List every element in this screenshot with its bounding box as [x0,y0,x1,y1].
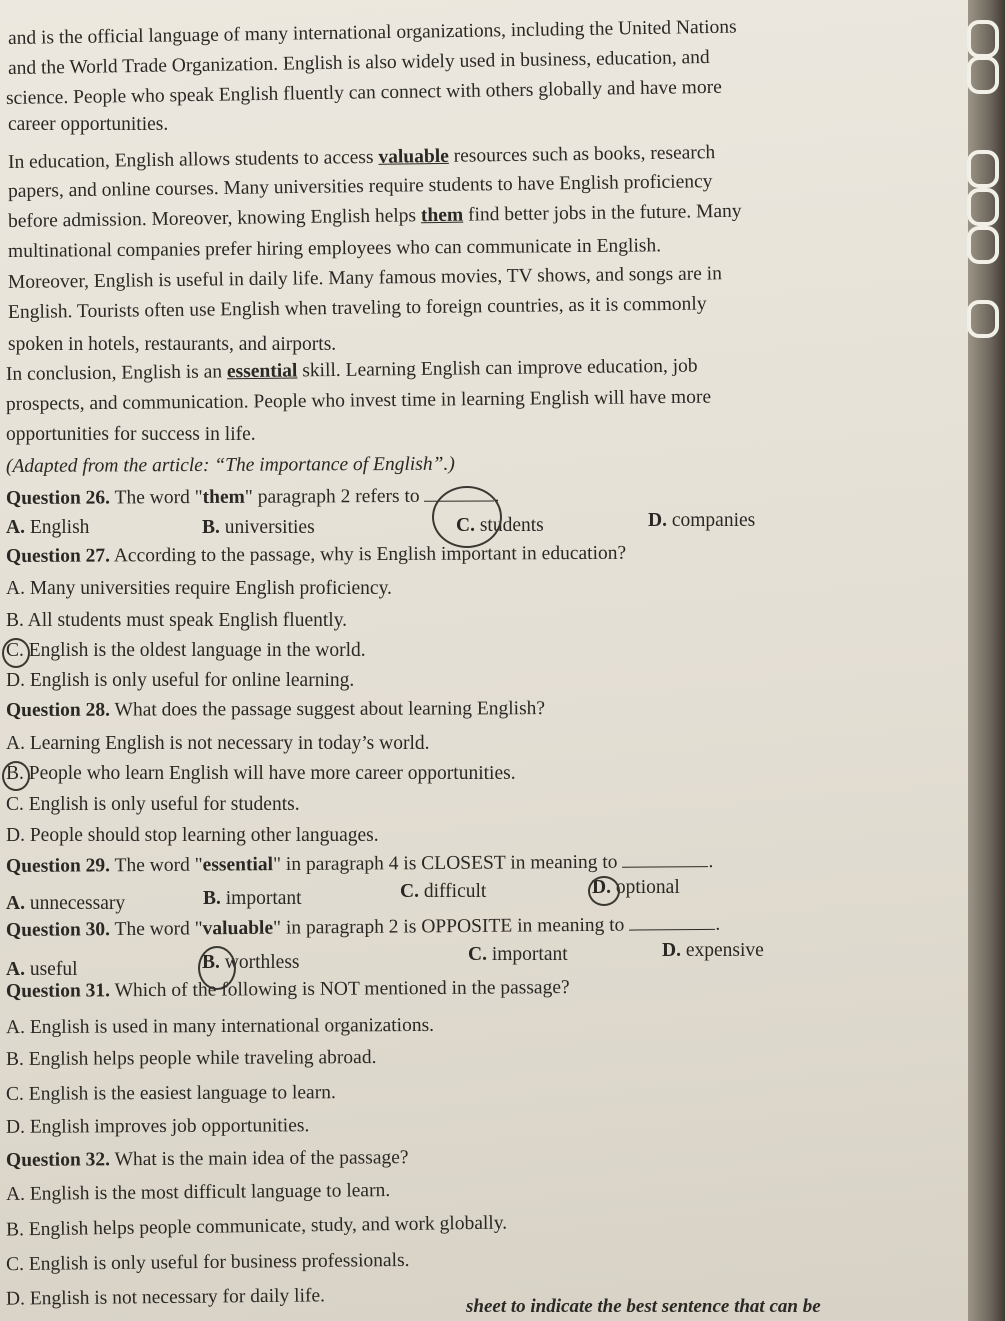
option-a[interactable] [6,893,125,915]
text-segment: In conclusion, English is an [5,361,228,385]
option-letter: D. [592,877,611,898]
passage-line [6,356,698,386]
text-segment: . [715,913,721,935]
option-letter: B. [203,888,221,909]
question-31 [6,977,570,1003]
option-text: useful [24,959,78,980]
option-a[interactable]: A. Many universities require English proficiency. [6,578,392,599]
question-label: Question 32. [5,1149,111,1171]
passage-line: career opportunities. [8,114,169,135]
question-text: According to the passage, why is English important in education? [109,542,627,567]
passage-line: prospects, and communication. People who invest time in learning English will have more [5,386,712,415]
option-b[interactable]: B. English helps people communicate, study, and work globally. [5,1212,508,1241]
text-segment: skill. Learning English can improve education, job [297,355,698,382]
passage-line: papers, and online courses. Many universities require students to have English proficiency [7,171,713,202]
option-letter: B. [202,517,220,538]
question-label: Question 28. [5,699,111,721]
answer-blank [622,854,708,868]
passage-line: science. People who speak English fluently can connect with others globally and have more [5,76,722,109]
option-a[interactable]: A. English is the most difficult language to learn. [5,1179,391,1206]
option-text: important [220,888,302,909]
question-26 [6,485,499,510]
text-segment: . [494,485,500,507]
text-segment: " paragraph 2 refers to [244,485,420,508]
binder-edge [968,0,1005,1321]
option-c[interactable]: C. English is only useful for students. [6,794,300,815]
passage-line [8,142,716,174]
question-label: Question 27. [5,545,111,567]
question-text: What is the main idea of the passage? [109,1147,409,1171]
option-a[interactable] [6,517,89,539]
option-d[interactable] [662,940,764,962]
text-segment: In education, English allows students to access [7,146,379,173]
option-d[interactable] [648,510,755,532]
question-label: Question 30. [5,919,111,941]
option-b[interactable]: B. People who learn English will have more career opportunities. [6,763,516,784]
option-text: students [474,515,544,536]
text-segment: The word " [109,918,203,941]
binder-ring [967,226,999,264]
binder-ring [967,150,999,188]
option-b[interactable]: B. English helps people while traveling abroad. [5,1047,377,1070]
option-b[interactable] [202,517,315,539]
binder-ring [967,300,999,338]
option-letter: C. [456,515,475,536]
question-text: What does the passage suggest about learning English? [109,698,546,721]
quoted-word: essential [202,854,274,876]
binder-ring [967,20,999,58]
text-segment: resources such as books, research [448,142,716,167]
option-text: English [24,517,90,538]
option-letter: C. [400,881,419,902]
option-text: expensive [680,940,764,961]
option-d[interactable]: D. English improves job opportunities. [5,1115,310,1138]
option-d[interactable]: D. English is not necessary for daily life. [5,1285,326,1310]
option-b[interactable] [203,888,302,910]
option-c[interactable] [468,944,568,966]
option-letter: C. [468,944,487,965]
question-30 [6,914,720,942]
passage-line: multinational companies prefer hiring employees who can communicate in English. [7,235,662,262]
passage-line: opportunities for success in life. [6,424,256,445]
quoted-word: valuable [202,917,274,940]
passage-line: English. Tourists often use English when traveling to foreign countries, as it is commonly [7,293,707,323]
passage-line: and the World Trade Organization. English is also widely used in business, education, and [7,46,710,79]
passage-line: and is the official language of many international organizations, including the United Nations [7,16,737,49]
answer-blank [629,917,715,931]
underlined-word-valuable: valuable [378,145,449,168]
underlined-word-them: them [420,204,464,227]
handwritten-circle-mark [588,876,620,906]
option-b[interactable]: B. All students must speak English fluently. [6,610,348,631]
option-text: companies [666,510,756,531]
option-a[interactable]: A. Learning English is not necessary in today’s world. [6,733,430,754]
question-label: Question 29. [5,855,111,877]
quoted-word: them [202,486,245,508]
handwritten-circle-mark [2,638,30,668]
option-d[interactable]: D. People should stop learning other languages. [6,825,379,846]
binder-ring [967,56,999,94]
option-text: optional [610,877,680,898]
passage-line: spoken in hotels, restaurants, and airports. [8,334,337,355]
handwritten-circle-mark [432,486,502,548]
option-text: unnecessary [24,893,126,914]
source-citation: (Adapted from the article: “The importance of English”.) [5,453,455,477]
text-segment: The word " [109,854,203,877]
option-c[interactable]: C. English is only useful for business professionals. [5,1249,410,1276]
option-text: universities [219,517,315,538]
text-segment: . [708,851,714,873]
passage-line [8,201,742,233]
option-d[interactable]: D. English is only useful for online learning. [6,670,355,691]
option-letter: A. [6,893,25,914]
option-a[interactable] [6,959,78,981]
option-letter: D. [648,510,667,531]
text-segment: The word " [109,486,203,509]
question-32 [6,1147,409,1172]
question-28 [6,698,545,722]
option-a[interactable]: A. English is used in many international organizations. [5,1014,435,1039]
option-letter: B. [202,952,220,973]
option-letter: D. [662,940,681,961]
option-letter: A. [6,517,25,538]
text-segment: " in paragraph 2 is OPPOSITE in meaning to [272,914,625,939]
question-27 [6,543,626,568]
option-c[interactable]: C. English is the oldest language in the world. [6,640,366,661]
underlined-word-essential: essential [226,360,298,383]
option-letter: A. [6,959,25,980]
passage-line: Moreover, English is useful in daily life. Many famous movies, TV shows, and songs are in [7,263,723,293]
option-c[interactable]: C. English is the easiest language to learn. [5,1082,336,1105]
option-c[interactable] [400,881,486,903]
question-text: Which of the following is NOT mentioned in the passage? [109,977,570,1002]
text-segment: " in paragraph 4 is CLOSEST in meaning to [272,851,618,876]
question-29 [6,851,713,878]
question-label: Question 31. [5,980,111,1002]
option-text: important [486,944,568,965]
text-segment: find better jobs in the future. Many [463,200,742,226]
text-segment: before admission. Moreover, knowing English helps [7,205,422,232]
option-text: worthless [219,952,300,973]
question-label: Question 26. [5,487,111,509]
handwritten-circle-mark [2,761,30,791]
cut-off-instruction: sheet to indicate the best sentence that can be [466,1296,821,1317]
binder-ring [967,188,999,226]
option-text: difficult [418,881,487,902]
